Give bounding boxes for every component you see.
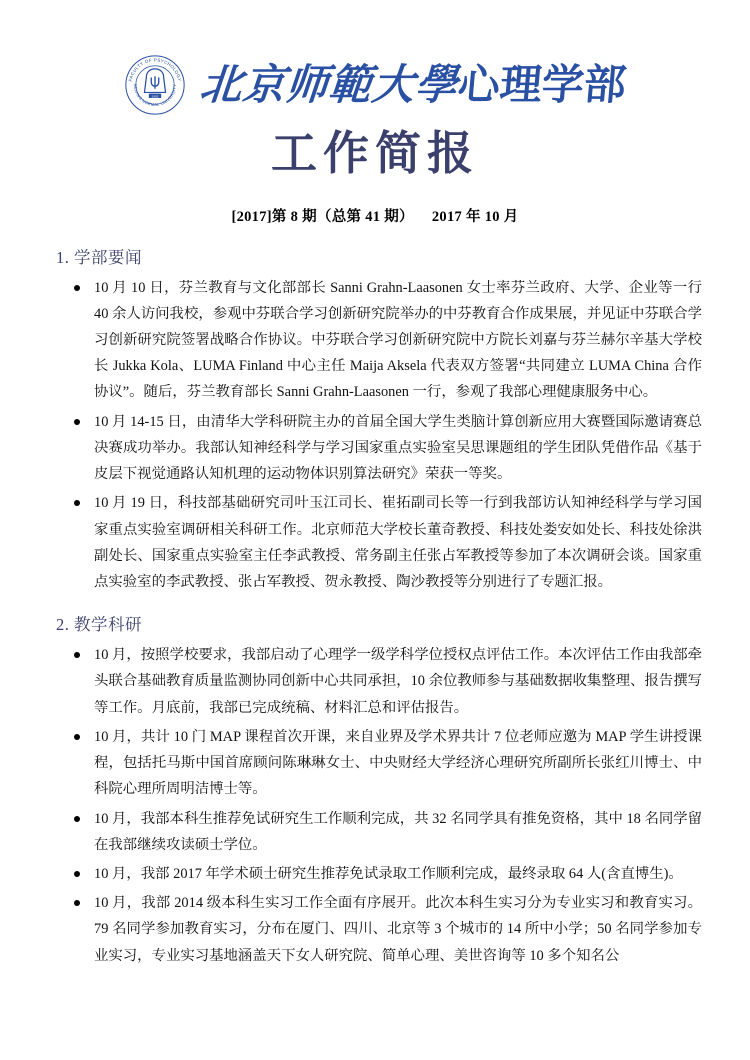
page-title: 工作简报 <box>271 126 479 180</box>
svg-text:BEIJING NORMAL UNIVERSITY: BEIJING NORMAL UNIVERSITY <box>132 84 178 108</box>
list-item: 10 月，我部 2017 年学术硕士研究生推荐免试录取工作顺利完成，最终录取 64 人(含直博生)。 <box>48 861 702 887</box>
list-item: 10 月 10 日，芬兰教育与文化部部长 Sanni Grahn-Laasonen 女士率芬兰政府、大学、企业等一行 40 余人访问我校，参观中芬联合学习创新研究院举办的中芬教育合作成果展，并见证中芬联合学习创新研究院签署战略合作协议。中芬联合学习创新研究院中方院长刘嘉与芬兰赫尔辛基大学校长 Jukka Kola、LUMA Finland 中心主任 Maija Aksela 代表双方签署“共同建立 LUMA China 合作协议”。随后，芬兰教育部长 Sanni Grahn-Laasonen 一行，参观了我部心理健康服务中心。 <box>48 275 702 406</box>
issue-number: [2017]第 8 期（总第 41 期） <box>231 208 414 225</box>
issue-date: 2017 年 10 月 <box>431 208 519 225</box>
list-item: 10 月 14-15 日，由清华大学科研院主办的首届全国大学生类脑计算创新应用大赛暨国际邀请赛总决赛成功举办。我部认知神经科学与学习国家重点实验室吴思课题组的学生团队凭借作品《基于皮层下视觉通路认知机理的运动物体识别算法研究》荣获一等奖。 <box>48 409 702 488</box>
masthead <box>48 0 702 109</box>
section-teaching-research <box>48 611 702 969</box>
teaching-research-bullet-list <box>48 642 702 969</box>
news-bullet-list <box>48 275 702 596</box>
list-item: 10 月，共计 10 门 MAP 课程首次开课，来自业界及学术界共计 7 位老师应邀为 MAP 学生讲授课程，包括托马斯中国首席顾问陈琳琳女士、中央财经大学经济心理研究所副所长张红川博士、中科院心理所周明洁博士等。 <box>48 724 702 803</box>
svg-text:1902: 1902 <box>151 94 159 99</box>
organization-name-script: 北京师範大學 <box>197 60 461 109</box>
issue-line <box>48 205 702 226</box>
svg-text:FACULTY OF PSYCHOLOGY: FACULTY OF PSYCHOLOGY <box>127 57 183 82</box>
section-heading-teaching-research: 2. 教学科研 <box>56 615 142 635</box>
section-heading-news: 1. 学部要闻 <box>56 247 142 267</box>
section-news <box>48 244 702 596</box>
university-seal-icon <box>124 54 186 116</box>
list-item: 10 月，我部 2014 级本科生实习工作全面有序展开。此次本科生实习分为专业实习和教育实习。79 名同学参加教育实习，分布在厦门、四川、北京等 3 个城市的 14 所中小学；50 名同学参加专业实习，专业实习基地涵盖天下女人研究院、简单心理、美世咨询等 10 多个知名公 <box>48 890 702 969</box>
organization-name <box>197 60 629 109</box>
list-item: 10 月，我部本科生推荐免试研究生工作顺利完成，共 32 名同学具有推免资格，其中 18 名同学留在我部继续攻读硕士学位。 <box>48 806 702 858</box>
list-item: 10 月，按照学校要求，我部启动了心理学一级学科学位授权点评估工作。本次评估工作由我部牵头联合基础教育质量监测协同创新中心共同承担，10 余位教师参与基础数据收集整理、报告撰写等工作。月底前，我部已完成统稿、材料汇总和评估报告。 <box>48 642 702 721</box>
organization-name-bold: 心理学部 <box>455 60 629 109</box>
list-item: 10 月 19 日，科技部基础研究司叶玉江司长、崔拓副司长等一行到我部访认知神经科学与学习国家重点实验室调研相关科研工作。北京师范大学校长董奇教授、科技处娄安如处长、科技处徐洪副处长、国家重点实验室主任李武教授、常务副主任张占军教授等参加了本次调研会谈。国家重点实验室的李武教授、张占军教授、贺永教授、陶沙教授等分别进行了专题汇报。 <box>48 490 702 595</box>
